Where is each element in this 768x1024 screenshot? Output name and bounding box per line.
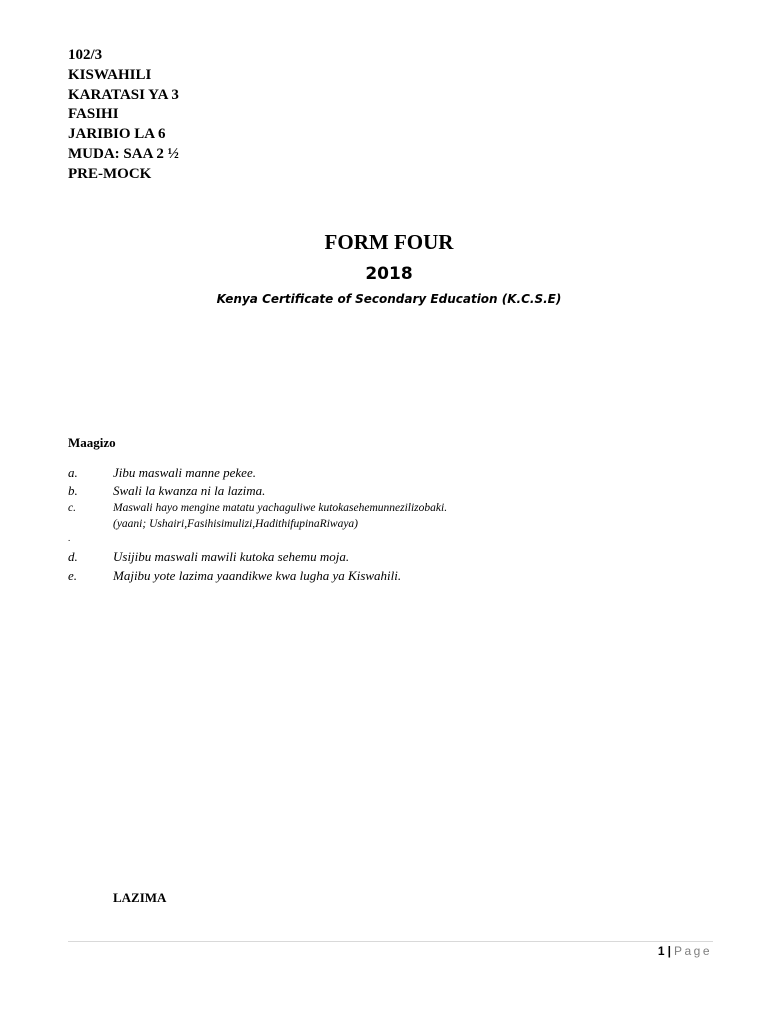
compulsory-section-label: LAZIMA: [113, 890, 167, 905]
instruction-letter: a.: [68, 465, 78, 480]
document-year: 2018: [365, 264, 413, 284]
instruction-text: Majibu yote lazima yaandikwe kwa lugha ya Kiswahili.: [113, 568, 402, 583]
exam-header: [68, 46, 179, 185]
instruction-text: Swali la kwanza ni la lazima.: [113, 483, 266, 498]
instruction-item: [68, 549, 349, 565]
footer-divider: [68, 941, 713, 942]
instruction-letter: b.: [68, 483, 78, 498]
instruction-text: Usijibu maswali mawili kutoka sehemu moja.: [113, 549, 350, 564]
page-separator: |: [667, 944, 671, 958]
instructions-heading: Maagizo: [68, 435, 116, 450]
exam-series: JARIBIO LA 6: [68, 126, 166, 143]
document-title: FORM FOUR: [324, 230, 454, 254]
instruction-item: [68, 568, 401, 584]
page-footer: [658, 943, 712, 959]
paper-topic: FASIHI: [68, 106, 119, 123]
document-subtitle: Kenya Certificate of Secondary Education (K.C.S.E): [216, 292, 562, 306]
exam-type: PRE-MOCK: [68, 165, 152, 182]
instruction-item: [68, 500, 447, 516]
instruction-text: Jibu maswali manne pekee.: [113, 465, 256, 480]
instruction-letter: c.: [68, 502, 76, 514]
instruction-letter: d.: [68, 549, 78, 564]
instruction-letter: e.: [68, 568, 78, 583]
paper-code: 102/3: [68, 47, 103, 63]
exam-duration: MUDA: SAA 2 ½: [68, 145, 179, 162]
stray-mark: .: [68, 533, 71, 543]
instruction-item: [68, 465, 256, 481]
subject-name: KISWAHILI: [68, 66, 152, 83]
instruction-text: Maswali hayo mengine matatu yachaguliwe kutokasehemunnezilizobaki.: [113, 502, 448, 514]
page-number: 1: [657, 944, 665, 958]
page-label: Page: [673, 944, 712, 958]
instruction-item: [68, 483, 265, 499]
instruction-continuation: (yaani; Ushairi,Fasihisimulizi,HadithifupinaRiwaya): [113, 518, 359, 530]
paper-number: KARATASI YA 3: [68, 86, 179, 103]
